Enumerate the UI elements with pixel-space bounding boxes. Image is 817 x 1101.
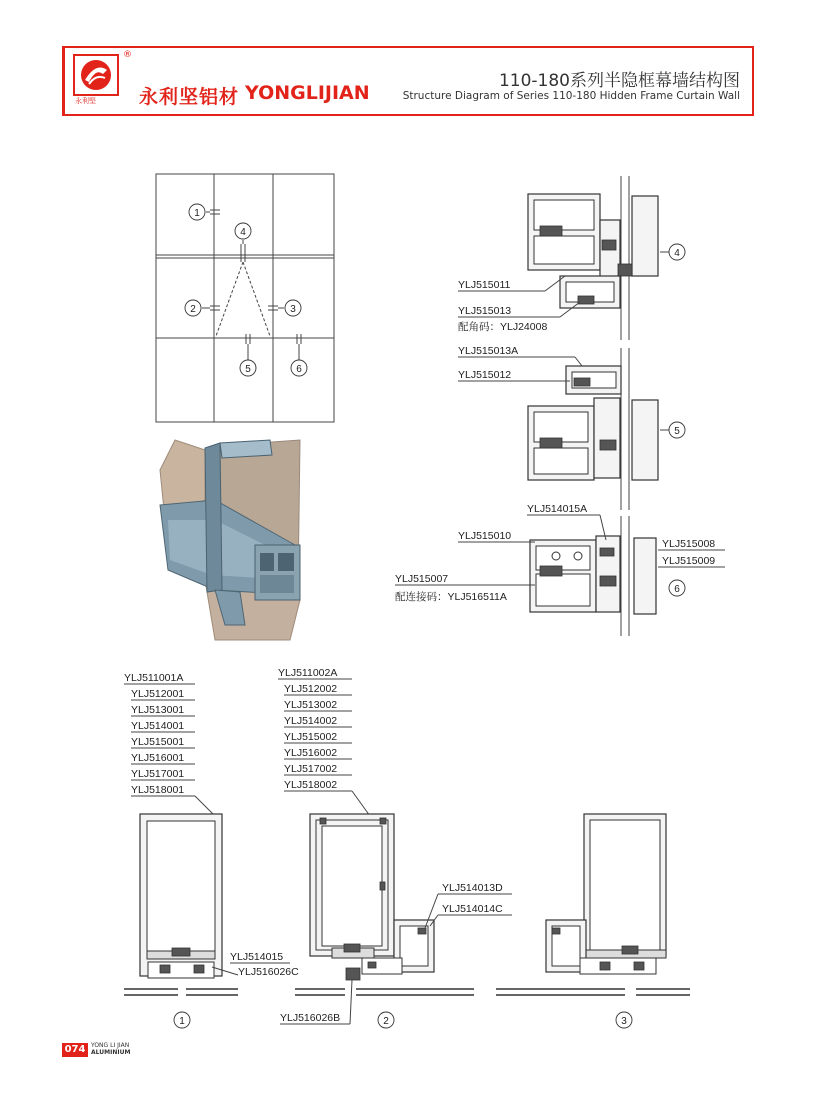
svg-text:YLJ512001: YLJ512001 <box>131 688 185 700</box>
svg-text:YLJ515001: YLJ515001 <box>131 736 185 748</box>
part-label-YLJ515011: YLJ515011 <box>458 279 511 291</box>
3d-render-image <box>160 440 300 640</box>
footer-brand-line1: YONG LI JIAN <box>91 1042 130 1049</box>
svg-text:5: 5 <box>245 364 251 375</box>
svg-text:4: 4 <box>674 248 680 259</box>
elevation-grid <box>156 174 334 422</box>
section-3-marker <box>616 1012 632 1028</box>
page-title-cn: 110-180系列半隐框幕墙结构图 <box>498 71 740 91</box>
part-label-connector-code: 配连接码：YLJ516511A <box>395 591 507 603</box>
svg-text:YLJ513002: YLJ513002 <box>284 699 338 711</box>
footer-brand <box>91 1042 130 1056</box>
elevation-outline <box>156 174 334 422</box>
detail-6-marker <box>669 580 685 596</box>
detail-5-drawing <box>528 348 658 510</box>
svg-text:YLJ511002A: YLJ511002A <box>278 667 338 679</box>
part-label-YLJ514015A: YLJ514015A <box>527 503 588 515</box>
part-label-YLJ515012: YLJ515012 <box>458 369 512 381</box>
svg-text:6: 6 <box>674 584 680 595</box>
elevation-marker-3 <box>285 300 301 316</box>
brand-name-cn: 永利坚铝材 <box>139 86 240 108</box>
detail-6-drawing <box>530 516 656 636</box>
detail-4-marker <box>660 244 685 260</box>
svg-text:2: 2 <box>383 1016 389 1027</box>
part-label-YLJ516026C: YLJ516026C <box>238 966 299 978</box>
svg-text:YLJ517002: YLJ517002 <box>284 763 338 775</box>
svg-text:YLJ518002: YLJ518002 <box>284 779 338 791</box>
svg-text:YLJ516001: YLJ516001 <box>131 752 185 764</box>
part-label-YLJ515013: YLJ515013 <box>458 305 512 317</box>
svg-text:YLJ513001: YLJ513001 <box>131 704 185 716</box>
part-label-YLJ514015: YLJ514015 <box>230 951 284 963</box>
part-label-YLJ515013A: YLJ515013A <box>458 345 519 357</box>
part-label-corner-code: 配角码：YLJ24008 <box>458 321 548 333</box>
section-2-list <box>278 667 370 816</box>
svg-text:6: 6 <box>296 364 302 375</box>
part-label-YLJ514013D: YLJ514013D <box>442 882 503 894</box>
svg-text:3: 3 <box>621 1016 627 1027</box>
brand-name-en: YONGLIJIAN <box>245 82 370 104</box>
elevation-marker-6 <box>291 360 307 376</box>
part-label-YLJ516026B: YLJ516026B <box>280 1012 341 1024</box>
section-3-drawing <box>496 814 690 995</box>
part-label-YLJ514014C: YLJ514014C <box>442 903 503 915</box>
detail-5-marker <box>660 422 685 438</box>
svg-text:YLJ514002: YLJ514002 <box>284 715 338 727</box>
registered-mark: ® <box>123 50 132 60</box>
svg-text:2: 2 <box>190 304 196 315</box>
svg-text:YLJ515002: YLJ515002 <box>284 731 338 743</box>
detail-4-drawing <box>528 176 658 340</box>
svg-text:YLJ517001: YLJ517001 <box>131 768 185 780</box>
part-label-YLJ515009: YLJ515009 <box>662 555 716 567</box>
footer-brand-line2: ALUMINIUM <box>91 1049 131 1056</box>
svg-text:YLJ518001: YLJ518001 <box>131 784 185 796</box>
svg-text:YLJ516002: YLJ516002 <box>284 747 338 759</box>
svg-text:3: 3 <box>290 304 296 315</box>
svg-text:5: 5 <box>674 426 680 437</box>
section-1-marker <box>174 1012 190 1028</box>
elevation-marker-5 <box>240 360 256 376</box>
part-label-YLJ515007: YLJ515007 <box>395 573 449 585</box>
svg-text:YLJ511001A: YLJ511001A <box>124 672 184 684</box>
elevation-marker-4 <box>235 223 251 239</box>
svg-text:4: 4 <box>240 227 246 238</box>
part-label-YLJ515010: YLJ515010 <box>458 530 512 542</box>
svg-text:1: 1 <box>194 208 200 219</box>
section-2-marker <box>378 1012 394 1028</box>
section-1-drawing <box>124 814 238 995</box>
elevation-marker-2 <box>185 300 201 316</box>
page-number: 074 <box>62 1043 88 1057</box>
elevation-marker-1 <box>189 204 205 220</box>
section-1-list <box>124 672 213 814</box>
part-label-YLJ515008: YLJ515008 <box>662 538 716 550</box>
svg-text:YLJ514001: YLJ514001 <box>131 720 185 732</box>
svg-text:YLJ512002: YLJ512002 <box>284 683 338 695</box>
page-title-en: Structure Diagram of Series 110-180 Hidden Frame Curtain Wall <box>402 90 740 102</box>
logo-caption: 永利堅 <box>75 97 96 105</box>
svg-text:1: 1 <box>179 1016 185 1027</box>
